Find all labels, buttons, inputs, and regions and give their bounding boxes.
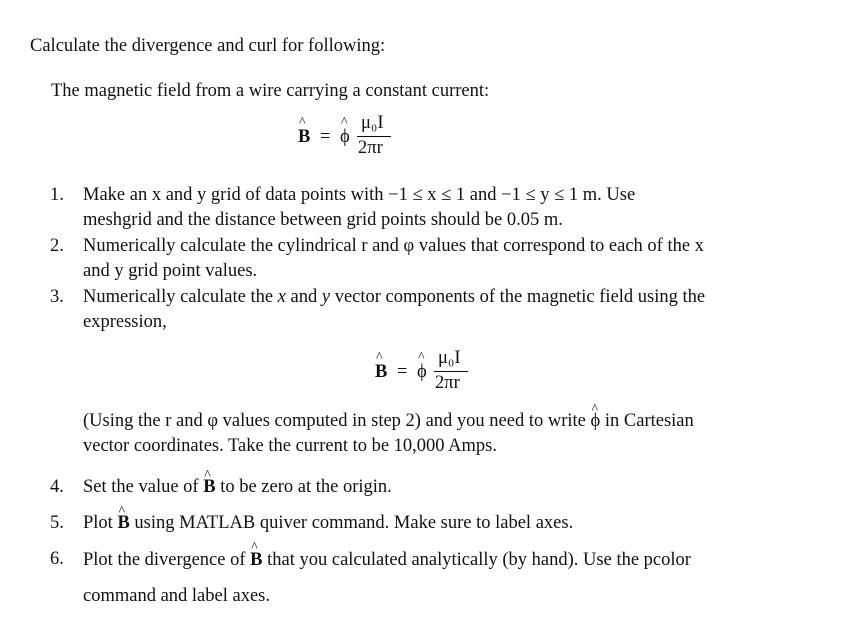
denominator: 2πr	[435, 373, 460, 393]
list-item-3	[50, 285, 830, 335]
item-number: 3.	[50, 287, 64, 307]
item-number: 4.	[50, 477, 64, 497]
fraction-bar	[434, 371, 468, 372]
numerator: μ₀I	[361, 113, 384, 133]
phi-hat: ^ ϕ	[591, 409, 601, 434]
phi-hat: ^ ϕ	[417, 362, 427, 383]
b-hat: ^ B	[375, 362, 387, 383]
list-item-1	[50, 183, 830, 233]
intro-text: The magnetic field from a wire carrying a constant current:	[51, 81, 490, 101]
item-text: Numerically calculate the cylindrical r and φ values that correspond to each of the x and y grid point values.	[83, 236, 704, 281]
item-text: Set the value of ^ B to be zero at the origin.	[83, 475, 813, 500]
item-text: Make an x and y grid of data points with −1 ≤ x ≤ 1 and −1 ≤ y ≤ 1 m. Use meshgrid and the distance between grid points should be 0.05 m.	[83, 185, 636, 230]
list-item-6	[50, 547, 830, 611]
equation-1	[298, 115, 418, 165]
equals: =	[320, 127, 331, 147]
item-number: 1.	[50, 185, 64, 205]
equals: =	[397, 362, 408, 382]
item-text: Plot the divergence of ^ B that you calculated analytically (by hand). Use the pcolor command and label axes.	[83, 542, 813, 614]
heading: Calculate the divergence and curl for following:	[30, 36, 386, 56]
item-text: Numerically calculate the x and y vector components of the magnetic field using the expression,	[83, 287, 706, 332]
denominator: 2πr	[358, 138, 383, 158]
b-hat: ^ B	[298, 127, 310, 148]
equation-2	[375, 350, 495, 400]
item-text: Plot ^ B using MATLAB quiver command. Make sure to label axes.	[83, 511, 813, 536]
list-item-5	[50, 511, 830, 537]
note-paragraph: (Using the r and φ values computed in step 2) and you need to write ^ ϕ in Cartesian vector coordinates. Take the current to be 10,000 Amps.	[83, 409, 823, 459]
phi-hat: ^ ϕ	[340, 127, 350, 148]
list-item-2	[50, 234, 830, 284]
numerator: μ₀I	[438, 348, 461, 368]
item-number: 5.	[50, 513, 64, 533]
fraction-bar	[357, 136, 391, 137]
item-number: 6.	[50, 549, 64, 569]
list-item-4	[50, 475, 830, 501]
item-number: 2.	[50, 236, 64, 256]
